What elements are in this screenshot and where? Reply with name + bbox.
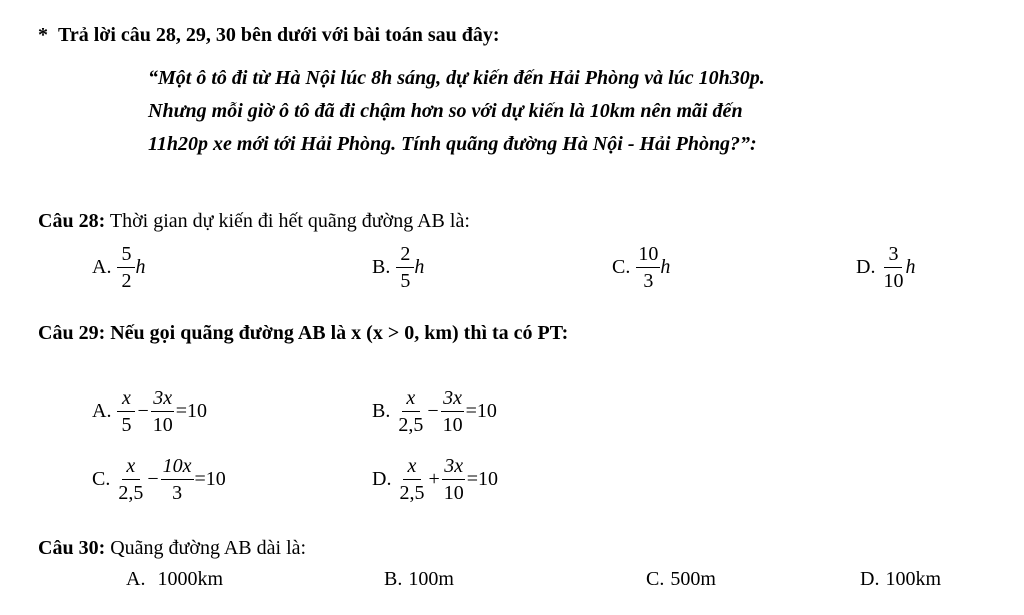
option-letter: C.: [646, 568, 665, 590]
option-letter: B.: [384, 568, 403, 590]
option-letter: A.: [92, 256, 112, 278]
denominator: 2,5: [399, 482, 425, 504]
q30-option-b[interactable]: [384, 568, 454, 591]
q28-option-c[interactable]: [612, 244, 670, 291]
question-30: [38, 537, 306, 560]
unit: h: [135, 256, 146, 278]
option-letter: D.: [856, 256, 876, 278]
numerator: 10x: [161, 456, 194, 480]
denominator: 5: [400, 270, 411, 292]
equation-rhs: =10: [194, 468, 226, 490]
q29-option-c[interactable]: [92, 456, 227, 503]
fraction: [881, 244, 905, 291]
numerator: 2: [396, 244, 414, 268]
q29-option-d[interactable]: [372, 456, 499, 503]
denominator: 10: [442, 414, 463, 436]
unit: h: [414, 256, 425, 278]
fraction-2: [442, 456, 466, 503]
operator: −: [137, 400, 149, 422]
fraction-1: [397, 456, 426, 503]
question-28: [38, 210, 470, 233]
denominator: 10: [152, 414, 173, 436]
question-29: [38, 322, 568, 345]
numerator: x: [122, 456, 140, 480]
option-letter: B.: [372, 256, 391, 278]
denominator: 2,5: [118, 482, 144, 504]
q29-option-a[interactable]: [92, 388, 208, 435]
operator: −: [147, 468, 159, 490]
option-letter: A.: [92, 400, 112, 422]
fraction-1: [117, 388, 135, 435]
option-letter: D.: [860, 568, 880, 590]
problem-line-3: 11h20p xe mới tới Hải Phòng. Tính quãng đường Hà Nội - Hải Phòng?”:: [148, 133, 757, 155]
unit: h: [660, 256, 671, 278]
equation-rhs: =10: [466, 468, 499, 490]
problem-line-2: Nhưng mỗi giờ ô tô đã đi chậm hơn so với dự kiến là 10km nên mãi đến: [148, 100, 743, 122]
option-letter: C.: [92, 468, 111, 490]
denominator: 2: [121, 270, 132, 292]
numerator: 3x: [441, 388, 464, 412]
option-letter: B.: [372, 400, 391, 422]
question-30-text: Quãng đường AB dài là:: [110, 537, 307, 559]
denominator: 3: [643, 270, 654, 292]
fraction-2: [151, 388, 175, 435]
fraction-1: [116, 456, 145, 503]
q28-option-d[interactable]: [856, 244, 915, 291]
q30-option-a[interactable]: [126, 568, 223, 591]
numerator: 5: [117, 244, 135, 268]
denominator: 10: [883, 270, 904, 292]
operator: −: [427, 400, 439, 422]
denominator: 10: [443, 482, 464, 504]
q28-option-b[interactable]: [372, 244, 424, 291]
q28-option-a[interactable]: [92, 244, 145, 291]
option-letter: D.: [372, 468, 392, 490]
unit: h: [905, 256, 916, 278]
q30-option-c[interactable]: [646, 568, 716, 591]
denominator: 5: [121, 414, 132, 436]
problem-statement: [148, 62, 765, 161]
option-value: 1000km: [157, 568, 224, 590]
option-letter: C.: [612, 256, 631, 278]
instruction-header: [38, 24, 500, 47]
equation-rhs: =10: [175, 400, 208, 422]
numerator: x: [402, 388, 420, 412]
header-text: Trả lời câu 28, 29, 30 bên dưới với bài toán sau đây:: [58, 24, 500, 46]
bullet-mark: *: [38, 24, 48, 46]
denominator: 3: [172, 482, 183, 504]
question-29-text: Nếu gọi quãng đường AB là x (x > 0, km) thì ta có PT:: [110, 322, 569, 344]
option-value: 100km: [885, 568, 942, 590]
operator: +: [428, 468, 440, 490]
question-30-label: Câu 30:: [38, 537, 106, 559]
fraction-2: [161, 456, 194, 503]
numerator: x: [403, 456, 421, 480]
numerator: 3: [884, 244, 902, 268]
q29-option-b[interactable]: [372, 388, 498, 435]
numerator: 3x: [442, 456, 465, 480]
question-28-label: Câu 28:: [38, 210, 106, 232]
fraction-1: [396, 388, 425, 435]
option-letter: A.: [126, 568, 146, 590]
question-29-label: Câu 29:: [38, 322, 106, 344]
option-value: 100m: [408, 568, 454, 590]
fraction: [117, 244, 135, 291]
fraction: [636, 244, 660, 291]
option-value: 500m: [670, 568, 716, 590]
fraction: [396, 244, 414, 291]
problem-line-1: “Một ô tô đi từ Hà Nội lúc 8h sáng, dự kiến đến Hải Phòng và lúc 10h30p.: [148, 67, 765, 89]
equation-rhs: =10: [465, 400, 497, 422]
fraction-2: [441, 388, 465, 435]
numerator: x: [117, 388, 135, 412]
question-28-text: Thời gian dự kiến đi hết quãng đường AB là:: [109, 210, 470, 232]
numerator: 10: [636, 244, 660, 268]
numerator: 3x: [151, 388, 174, 412]
denominator: 2,5: [398, 414, 424, 436]
q30-option-d[interactable]: [860, 568, 941, 591]
